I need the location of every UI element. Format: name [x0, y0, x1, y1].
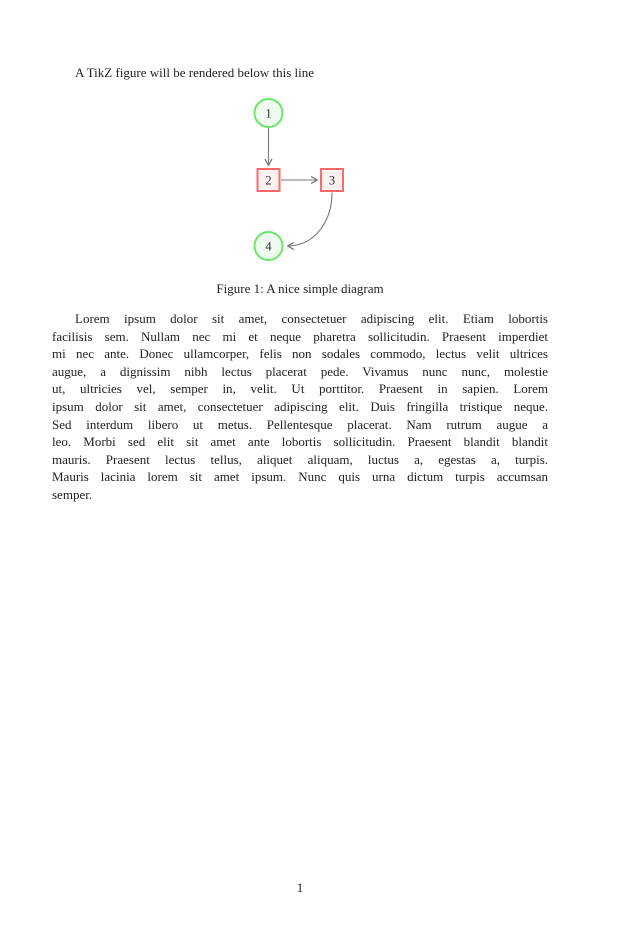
- body-line: ipsum dolor sit amet, consectetuer adipiscing elit. Duis fringilla tristique neque.: [52, 398, 548, 414]
- body-line: augue, a dignissim nibh lectus placerat pede. Vivamus nunc nunc, molestie: [52, 363, 548, 379]
- body-line: ut, ultricies vel, semper in, velit. Ut porttitor. Praesent in sapien. Lorem: [52, 381, 548, 397]
- body-line: Lorem ipsum dolor sit amet, consectetuer adipiscing elit. Etiam lobortis: [75, 311, 548, 326]
- node-2-label: 2: [265, 173, 272, 188]
- body-line: Mauris lacinia lorem sit amet ipsum. Nunc quis urna dictum turpis accumsan: [52, 469, 548, 485]
- edge-3-to-4-bend-arrow: [288, 193, 333, 247]
- body-line: mi nec ante. Donec ullamcorper, felis non sodales commodo, lectus velit ultrices: [52, 346, 548, 362]
- node-1-label: 1: [265, 106, 272, 121]
- tikz-diagram: [230, 90, 390, 270]
- node-3-label: 3: [328, 173, 336, 188]
- body-line: mauris. Praesent lectus tellus, aliquet aliquam, luctus a, egestas a, turpis.: [52, 451, 548, 467]
- body-paragraph: [52, 310, 548, 504]
- body-line: Sed interdum libero ut metus. Pellentesque placerat. Nam rutrum augue a: [52, 416, 548, 432]
- body-line: leo. Morbi sed elit sit amet ante lobortis sollicitudin. Praesent blandit blandit: [52, 434, 548, 450]
- intro-text: A TikZ figure will be rendered below this line: [75, 65, 315, 80]
- node-4-label: 4: [265, 239, 272, 254]
- body-line: semper.: [52, 486, 93, 502]
- page-number: 1: [296, 880, 304, 895]
- body-line: facilisis sem. Nullam nec mi et neque pharetra sollicitudin. Praesent imperdiet: [52, 328, 548, 344]
- figure-caption: Figure 1: A nice simple diagram: [216, 281, 384, 296]
